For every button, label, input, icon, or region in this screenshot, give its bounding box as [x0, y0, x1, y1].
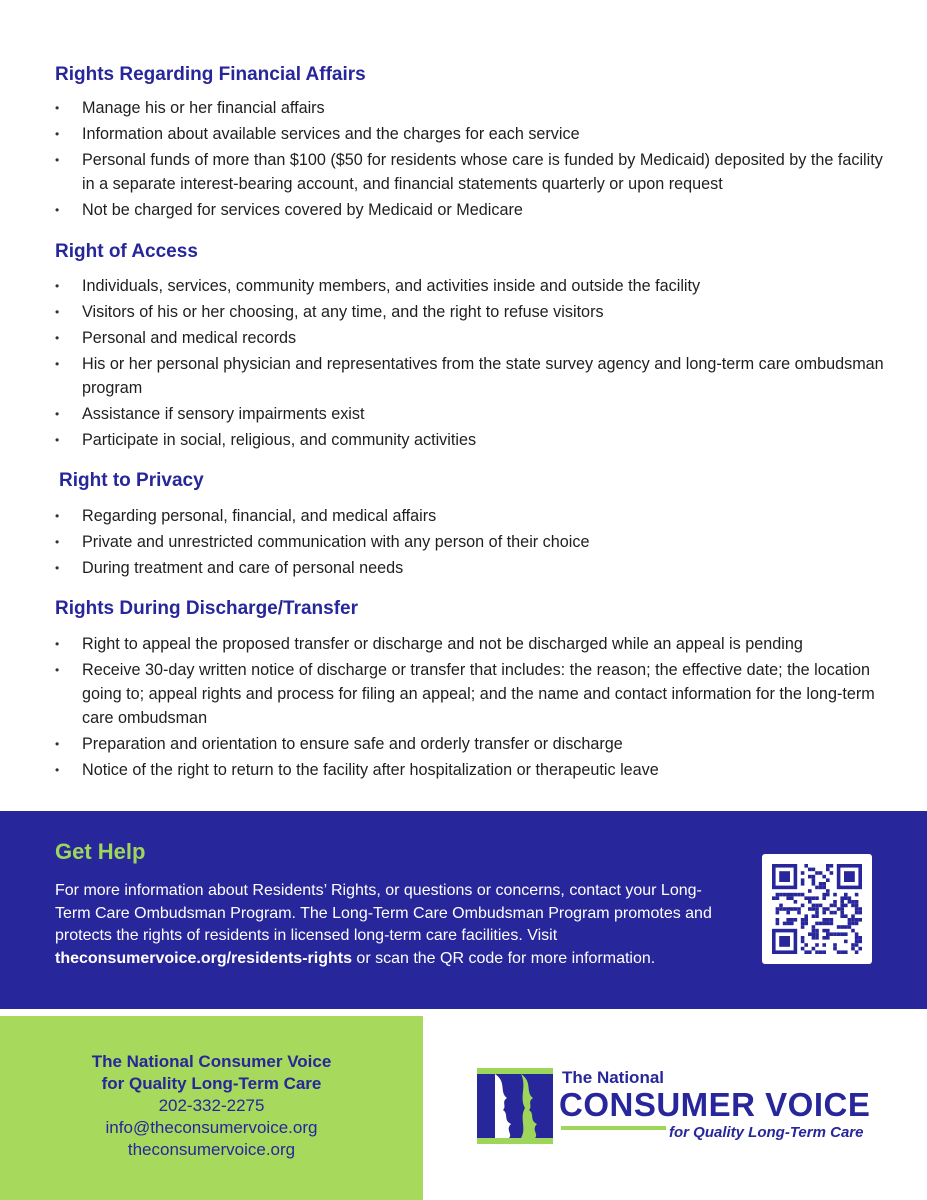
logo-green-bar — [561, 1126, 666, 1130]
list-item: • Visitors of his or her choosing, at any time, and the right to refuse visitors — [55, 300, 887, 324]
contact-box — [0, 1016, 423, 1200]
qr-code-graphic — [762, 854, 872, 964]
list-item: • Preparation and orientation to ensure safe and orderly transfer or discharge — [55, 732, 887, 756]
list-item: • Regarding personal, financial, and medical affairs — [55, 504, 887, 528]
list-item: • Right to appeal the proposed transfer or discharge and not be discharged while an appeal is pending — [55, 632, 887, 656]
list-item: • During treatment and care of personal needs — [55, 556, 887, 580]
get-help-band — [0, 811, 927, 1009]
financial-list — [55, 96, 887, 224]
website-link[interactable]: theconsumervoice.org — [127, 1140, 296, 1159]
org-name-line2: for Quality Long-Term Care — [101, 1074, 322, 1093]
list-item: • Assistance if sensory impairments exist — [55, 402, 887, 426]
phone-number[interactable]: 202-332-2275 — [158, 1096, 265, 1115]
list-item: • Private and unrestricted communication with any person of their choice — [55, 530, 887, 554]
consumer-voice-logo — [477, 1068, 877, 1148]
list-item: • Personal funds of more than $100 ($50 for residents whose care is funded by Medicaid) deposited by the facility in a separate interest-bearing account, and financial statements quarterly or upon request — [55, 148, 887, 196]
contact-info — [0, 1051, 423, 1161]
org-name-line1: The National Consumer Voice — [91, 1052, 332, 1071]
list-item: • Personal and medical records — [55, 326, 887, 350]
privacy-list — [55, 504, 887, 582]
section-title-discharge: Rights During Discharge/Transfer — [55, 598, 359, 619]
faces-logo-icon — [477, 1068, 557, 1148]
qr-code-icon[interactable] — [762, 854, 872, 964]
section-title-access: Right of Access — [55, 241, 198, 262]
discharge-list — [55, 632, 887, 784]
list-item: • Information about available services and the charges for each service — [55, 122, 887, 146]
list-item: • Participate in social, religious, and community activities — [55, 428, 887, 452]
list-item: • Individuals, services, community members, and activities inside and outside the facility — [55, 274, 887, 298]
logo-text-sub: for Quality Long-Term Care — [669, 1124, 864, 1141]
help-body-text: For more information about Residents’ Rights, or questions or concerns, contact your Long-Term Care Ombudsman Program. The Long-Term Care Ombudsman Program promotes and protects the rights of residents in licensed long-term care facilities. Visit — [55, 882, 712, 944]
section-title-financial: Rights Regarding Financial Affairs — [55, 64, 366, 85]
list-item: • Not be charged for services covered by Medicaid or Medicare — [55, 198, 887, 222]
residents-rights-link[interactable]: theconsumervoice.org/residents-rights — [55, 949, 352, 967]
list-item: • His or her personal physician and representatives from the state survey agency and long-term care ombudsman program — [55, 352, 887, 400]
logo-text-top: The National — [562, 1068, 665, 1087]
email-address[interactable]: info@theconsumervoice.org — [105, 1118, 318, 1137]
list-item: • Manage his or her financial affairs — [55, 96, 887, 120]
list-item: • Notice of the right to return to the facility after hospitalization or therapeutic leave — [55, 758, 887, 782]
list-item: • Receive 30-day written notice of discharge or transfer that includes: the reason; the effective date; the location going to; appeal rights and process for filing an appeal; and the name and contact information for the long-term care ombudsman — [55, 658, 887, 730]
help-body-suffix: or scan the QR code for more information. — [356, 949, 656, 967]
get-help-text — [55, 880, 735, 970]
get-help-title: Get Help — [55, 839, 146, 864]
access-list — [55, 274, 887, 454]
section-title-privacy: Right to Privacy — [59, 470, 204, 491]
logo-text-main: CONSUMER VOICE — [559, 1086, 871, 1123]
